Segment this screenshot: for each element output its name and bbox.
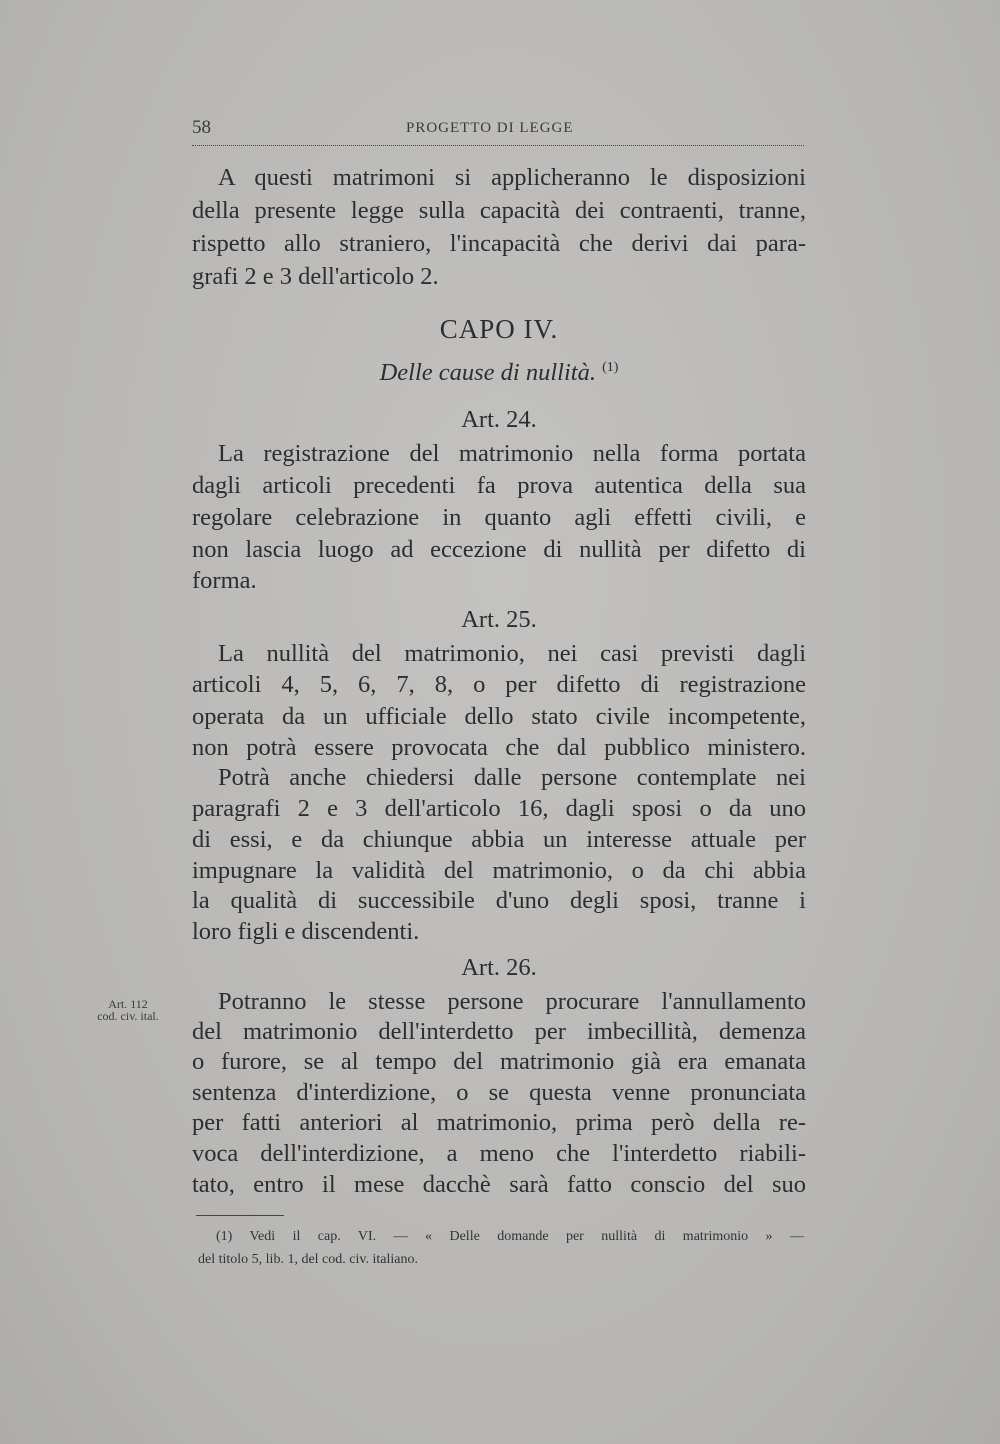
text-line: regolare celebrazione in quanto agli effetti civili, e <box>192 504 806 531</box>
text-line: tato, entro il mese dacchè sarà fatto conscio del suo <box>192 1171 806 1198</box>
text-line: di essi, e da chiunque abbia un interesse attuale per <box>192 826 806 853</box>
article-heading: Art. 24. <box>461 406 537 433</box>
text-line: La nullità del matrimonio, nei casi previsti dagli <box>218 640 806 667</box>
footnote-line: del titolo 5, lib. 1, del cod. civ. italiano. <box>198 1252 418 1267</box>
text-line: loro figli e discendenti. <box>192 918 420 945</box>
text-line: La registrazione del matrimonio nella forma portata <box>218 440 806 467</box>
text-line: impugnare la validità del matrimonio, o da chi abbia <box>192 857 806 884</box>
text-line: grafi 2 e 3 dell'articolo 2. <box>192 263 439 290</box>
text-line: forma. <box>192 567 257 594</box>
article-heading: Art. 25. <box>461 606 537 633</box>
text-line: Potranno le stesse persone procurare l'annullamento <box>218 988 806 1015</box>
margin-note: cod. civ. ital. <box>97 1009 159 1023</box>
text-line: non lascia luogo ad eccezione di nullità per difetto di <box>192 536 806 563</box>
footnote-line: (1) Vedi il cap. VI. — « Delle domande per nullità di matrimonio » — <box>216 1229 804 1244</box>
footnote-rule <box>196 1215 284 1216</box>
text-line: non potrà essere provocata che dal pubblico ministero. <box>192 734 806 761</box>
chapter-number: CAPO IV. <box>439 314 559 344</box>
text-line: dagli articoli precedenti fa prova autentica della sua <box>192 472 806 499</box>
text-line: Potrà anche chiedersi dalle persone contemplate nei <box>218 764 806 791</box>
text-line: del matrimonio dell'interdetto per imbecillità, demenza <box>192 1018 806 1045</box>
text-line: sentenza d'interdizione, o se questa venne pronunciata <box>192 1079 806 1106</box>
chapter-title: Delle cause di nullità. <box>379 359 596 386</box>
text-line: operata da un ufficiale dello stato civile incompetente, <box>192 703 806 730</box>
running-title: PROGETTO DI LEGGE <box>406 120 574 136</box>
text-line: della presente legge sulla capacità dei contraenti, tranne, <box>192 197 806 224</box>
footnote-reference: (1) <box>602 360 619 375</box>
text-line: paragrafi 2 e 3 dell'articolo 16, dagli sposi o da uno <box>192 795 806 822</box>
text-line: articoli 4, 5, 6, 7, 8, o per difetto di registrazione <box>192 671 806 698</box>
text-line: o furore, se al tempo del matrimonio già era emanata <box>192 1048 806 1075</box>
margin-note: Art. 112 <box>108 997 148 1011</box>
text-line: la qualità di successibile d'uno degli sposi, tranne i <box>192 887 806 914</box>
text-line: rispetto allo straniero, l'incapacità che derivi dai para- <box>192 230 806 257</box>
page-number: 58 <box>192 117 211 138</box>
text-line: A questi matrimoni si applicheranno le disposizioni <box>218 164 806 191</box>
text-line: voca dell'interdizione, a meno che l'interdetto riabili- <box>192 1140 806 1167</box>
running-head <box>192 117 804 146</box>
article-heading: Art. 26. <box>461 954 537 981</box>
text-line: per fatti anteriori al matrimonio, prima però della re- <box>192 1109 806 1136</box>
chapter-title-line <box>192 353 806 386</box>
